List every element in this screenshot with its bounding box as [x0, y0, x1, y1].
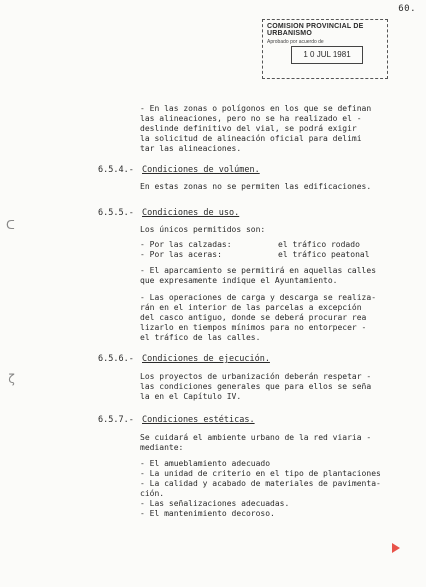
text-line: que expresamente indique el Ayuntamiento.	[140, 276, 338, 285]
list-item: - La calidad y acabado de materiales de pavimenta-	[140, 479, 381, 488]
use-label: - Por las aceras:	[140, 250, 222, 259]
list-item: - Las señalizaciones adecuadas.	[140, 499, 290, 508]
section-number: 6.5.4.-	[98, 165, 134, 175]
section-number: 6.5.7.-	[98, 415, 134, 425]
list-item: ción.	[140, 489, 165, 498]
approval-stamp	[262, 19, 388, 79]
section-title: Condiciones de volúmen.	[142, 165, 260, 175]
section-intro: Los únicos permitidos son:	[140, 225, 266, 234]
text-line: la solicitud de alineación oficial para delimi	[140, 134, 362, 143]
text-line: - En las zonas o polígonos en los que se definan	[140, 104, 372, 113]
margin-mark-icon: ᑕ	[6, 218, 15, 232]
text-line: - El aparcamiento se permitirá en aquellas calles	[140, 266, 377, 275]
section-body: En estas zonas no se permiten las edificaciones.	[140, 182, 372, 191]
list-item: - El amueblamiento adecuado	[140, 459, 271, 468]
text-line: lizarlo en tiempos mínimos para no entorpecer -	[140, 323, 367, 332]
text-line: - Las operaciones de carga y descarga se realiza-	[140, 293, 377, 302]
text-line: las condiciones generales que para ellos se seña	[140, 382, 372, 391]
text-line: la en el Capítulo IV.	[140, 392, 242, 401]
stamp-date: 1 0 JUL 1981	[291, 46, 363, 64]
text-line: Los proyectos de urbanización deberán respetar -	[140, 372, 372, 381]
next-page-arrow-icon[interactable]	[392, 543, 400, 553]
text-line: del casco antiguo, donde se deberá procurar rea	[140, 313, 367, 322]
text-line: tar las alineaciones.	[140, 144, 242, 153]
section-number: 6.5.6.-	[98, 354, 134, 364]
section-heading-6-5-5	[98, 208, 239, 218]
section-heading-6-5-4	[98, 165, 260, 175]
section-title: Condiciones de ejecución.	[142, 354, 270, 364]
use-value: el tráfico rodado	[278, 240, 360, 249]
use-label: - Por las calzadas:	[140, 240, 232, 249]
text-line: Se cuidará el ambiente urbano de la red viaria -	[140, 433, 372, 442]
margin-mark-icon: ζ	[8, 372, 16, 386]
text-line: deslinde definitivo del vial, se podrá exigir	[140, 124, 357, 133]
list-item: - La unidad de criterio en el tipo de plantaciones	[140, 469, 381, 478]
section-heading-6-5-7	[98, 415, 255, 425]
list-item: - El mantenimiento decoroso.	[140, 509, 275, 518]
text-line: las alineaciones, pero no se ha realizado el -	[140, 114, 362, 123]
section-number: 6.5.5.-	[98, 208, 134, 218]
section-heading-6-5-6	[98, 354, 270, 364]
text-line: mediante:	[140, 443, 184, 452]
stamp-subtitle: Aprobado por acuerdo de	[267, 39, 324, 45]
use-value: el tráfico peatonal	[278, 250, 370, 259]
stamp-title: COMISION PROVINCIAL DE URBANISMO	[267, 23, 364, 37]
section-title: Condiciones de uso.	[142, 208, 240, 218]
page-number: 60.	[398, 4, 416, 14]
text-line: rán en el interior de las parcelas a excepción	[140, 303, 362, 312]
section-title: Condiciones estéticas.	[142, 415, 255, 425]
text-line: el tráfico de las calles.	[140, 333, 261, 342]
